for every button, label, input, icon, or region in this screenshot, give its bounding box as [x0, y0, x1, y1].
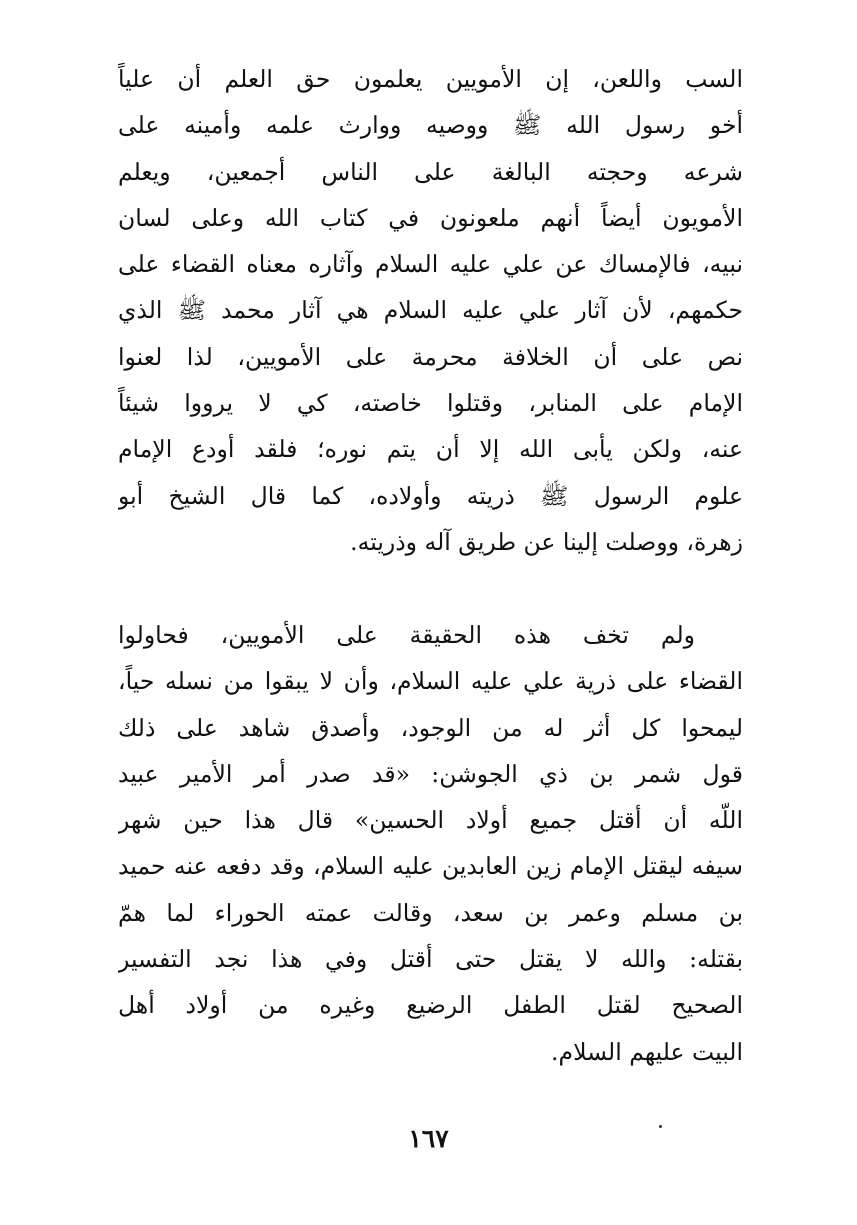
paragraph-1: [118, 56, 743, 565]
text-line: البيت عليهم السلام.: [551, 1037, 743, 1066]
paragraph-2: [118, 612, 743, 1075]
text-line: السب واللعن، إن الأمويين يعلمون حق العلم أن علياً: [118, 65, 743, 93]
text-line: نص على أن الخلافة محرمة على الأمويين، لذا لعنوا: [118, 342, 743, 371]
text-line: عنه، ولكن يأبى الله إلا أن يتم نوره؛ فلقد أودع الإمام: [118, 435, 743, 464]
text-line: نبيه، فالإمساك عن علي عليه السلام وآثاره معناه القضاء على: [118, 250, 743, 279]
print-speck: [659, 1125, 662, 1128]
text-line: علوم الرسول ﷺ ذريته وأولاده، كما قال الشيخ أبو: [118, 481, 743, 510]
text-line: شرعه وحجته البالغة على الناس أجمعين، ويعلم: [118, 157, 743, 186]
page-number: ١٦٧: [408, 1124, 449, 1153]
text-line: الصحيح لقتل الطفل الرضيع وغيره من أولاد أهل: [118, 991, 743, 1020]
text-line: قول شمر بن ذي الجوشن: «قد صدر أمر الأمير عبيد: [118, 759, 743, 788]
text-line: بقتله: والله لا يقتل حتى أقتل وفي هذا نجد التفسير: [118, 945, 743, 974]
text-line: القضاء على ذرية علي عليه السلام، وأن لا يبقوا من نسله حياً،: [118, 667, 743, 696]
text-line: الإمام على المنابر، وقتلوا خاصته، كي لا يرووا شيئاً: [118, 389, 743, 418]
text-line: سيفه ليقتل الإمام زين العابدين عليه السلام، وقد دفعه عنه حميد: [118, 852, 743, 881]
text-line: ليمحوا كل أثر له من الوجود، وأصدق شاهد على ذلك: [118, 713, 743, 742]
text-line: ولم تخف هذه الحقيقة على الأمويين، فحاولوا: [118, 621, 695, 649]
text-line: بن مسلم وعمر بن سعد، وقالت عمته الحوراء لما همّ: [118, 898, 743, 927]
text-line: زهرة، ووصلت إلينا عن طريق آله وذريته.: [350, 527, 743, 556]
text-line: اللّه أن أقتل جميع أولاد الحسين» قال هذا حين شهر: [118, 806, 743, 835]
text-line: الأمويون أيضاً أنهم ملعونون في كتاب الله وعلى لسان: [118, 203, 743, 232]
text-line: أخو رسول الله ﷺ ووصيه ووارث علمه وأمينه على: [118, 111, 743, 140]
text-line: حكمهم، لأن آثار علي عليه السلام هي آثار محمد ﷺ الذي: [118, 296, 743, 325]
